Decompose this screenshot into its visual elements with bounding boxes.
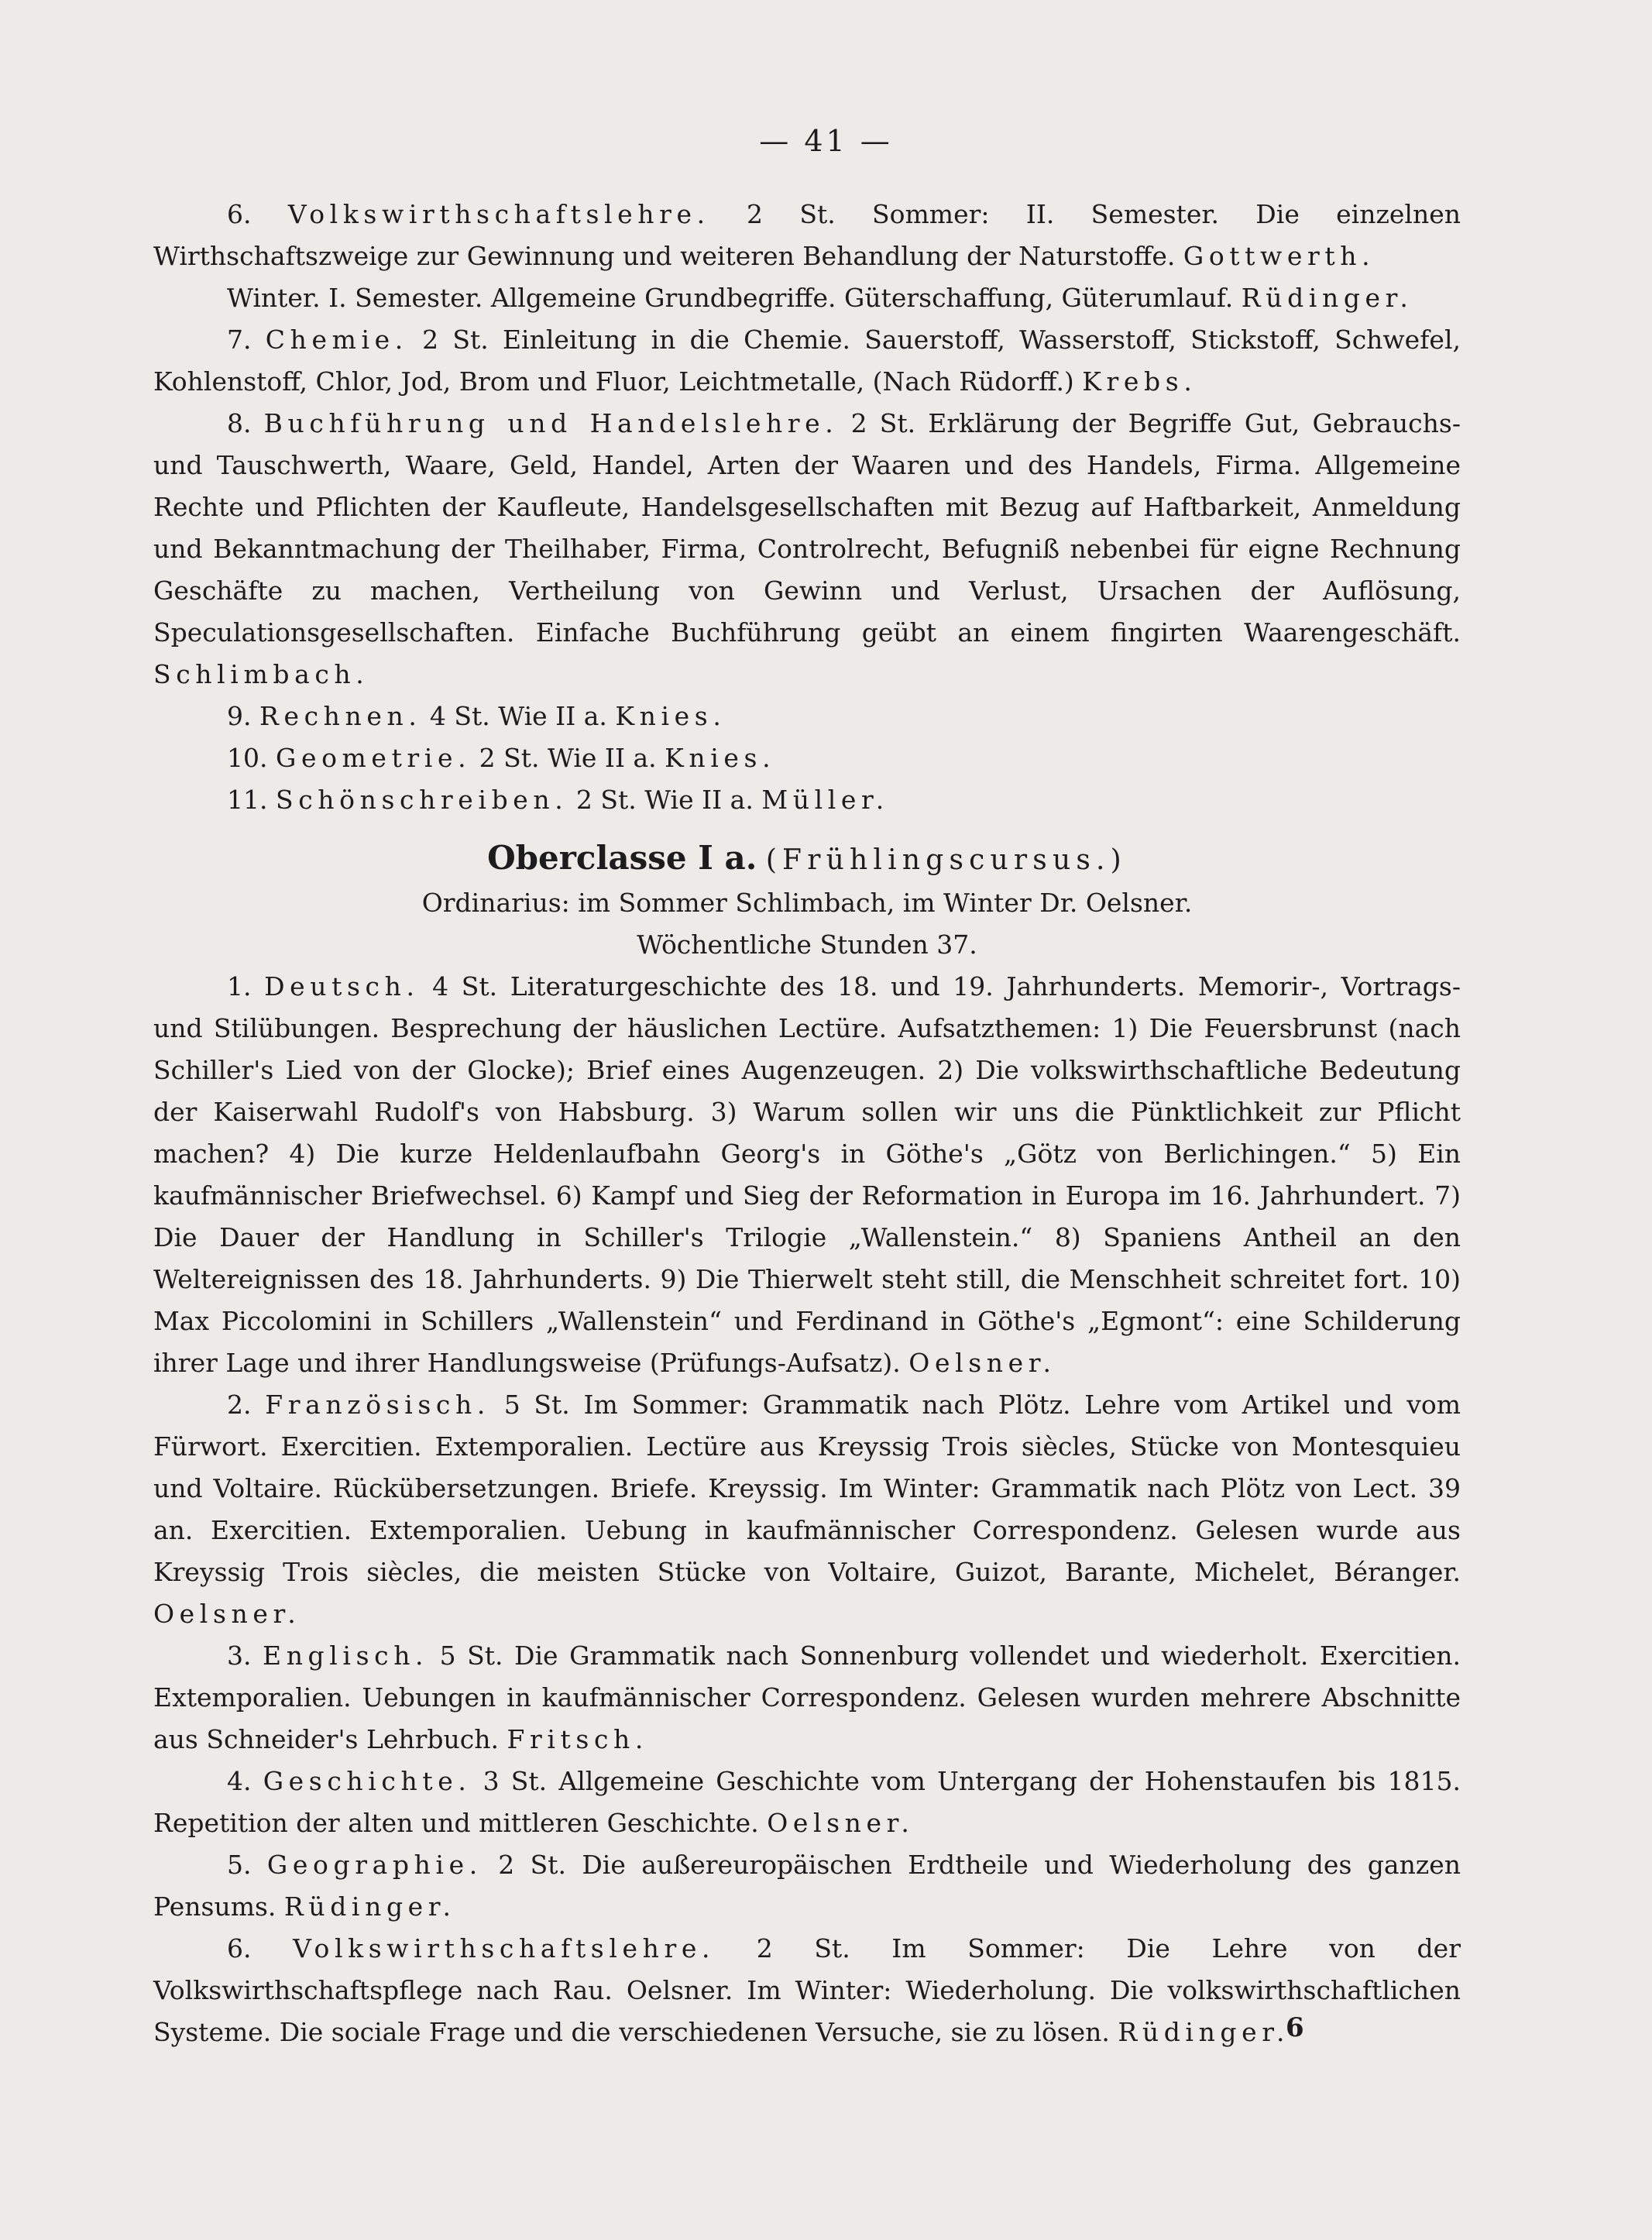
course-paragraph — [153, 696, 1461, 737]
subject-name: Englisch. — [263, 1640, 429, 1671]
course-paragraph — [153, 277, 1461, 319]
course-description: 2 St. Einleitung in die Chemie. Sauerstoff, Wasserstoff, Stickstoff, Schwefel, Kohlenstoff, Chlor, Jod, Brom und Fluor, Leichtmetalle, (Nach Rüdorff.) — [153, 325, 1461, 397]
course-paragraph — [153, 403, 1461, 696]
teacher-name: Rüdinger. — [283, 1891, 456, 1922]
teacher-name: Oelsner. — [767, 1808, 915, 1838]
page-number: — 41 — — [759, 124, 893, 158]
course-paragraph — [153, 1928, 1461, 2053]
teacher-name: Rüdinger. — [1118, 2017, 1290, 2047]
course-paragraph — [153, 1844, 1461, 1928]
teacher-name: Müller. — [761, 785, 889, 815]
subject-name: Geschichte. — [263, 1766, 472, 1796]
course-description: 2 St. Wie II a. — [471, 743, 665, 773]
teacher-name: Knies. — [665, 743, 776, 773]
course-description: 3 St. Allgemeine Geschichte vom Untergang der Hohenstaufen bis 1815. Repetition der alten und mittleren Geschichte. — [153, 1766, 1461, 1838]
section-title: Oberclasse I a. — [487, 839, 757, 877]
teacher-name: Oelsner. — [153, 1599, 301, 1629]
item-number: 4. — [227, 1766, 252, 1796]
item-number: 6. — [227, 1933, 252, 1963]
item-number: 10. — [227, 743, 268, 773]
course-paragraph — [153, 319, 1461, 403]
item-number: 8. — [227, 408, 252, 438]
teacher-name: Krebs. — [1082, 366, 1197, 397]
weekly-hours: Wöchentliche Stunden 37. — [637, 929, 977, 960]
course-paragraph — [153, 194, 1461, 277]
teacher-name: Rüdinger. — [1241, 283, 1413, 313]
item-number: 2. — [227, 1390, 252, 1420]
teacher-name: Gottwerth. — [1183, 241, 1376, 271]
subject-name: Volkswirthschaftslehre. — [293, 1933, 716, 1963]
course-description: 2 St. Sommer: II. Semester. Die einzelnen Wirthschaftszweige zur Gewinnung und weiteren Behandlung der Naturstoffe. — [153, 199, 1461, 271]
item-number: 3. — [227, 1640, 252, 1671]
subject-name: Geometrie. — [275, 743, 472, 773]
subject-name: Deutsch. — [264, 971, 420, 1001]
item-number: 7. — [227, 325, 252, 355]
item-number: 6. — [227, 199, 252, 229]
course-description: 5 St. Die Grammatik nach Sonnenburg vollendet und wiederholt. Exercitien. Extemporalien. Uebungen in kaufmännischer Correspondenz. Gelesen wurden mehrere Abschnitte aus Schneider's Lehrbuch. — [153, 1640, 1461, 1754]
ordinarius-line: Ordinarius: im Sommer Schlimbach, im Winter Dr. Oelsner. — [421, 888, 1193, 918]
course-description: 4 St. Wie II a. — [421, 701, 616, 731]
course-paragraph — [153, 1635, 1461, 1761]
subject-name: Schönschreiben. — [275, 785, 568, 815]
subject-name: Volkswirthschaftslehre. — [287, 199, 710, 229]
course-description: 5 St. Im Sommer: Grammatik nach Plötz. Lehre vom Artikel und vom Fürwort. Exercitien. Extemporalien. Lectüre aus Kreyssig Trois siècles, Stücke von Montesquieu und Voltaire. Rückübersetzungen. Briefe. Kreyssig. Im Winter: Grammatik nach Plötz von Lect. 39 an. Exercitien. Extemporalien. Uebung in kaufmännischer Correspondenz. Gelesen wurde aus Kreyssig Trois siècles, die meisten Stücke von Voltaire, Guizot, Barante, Michelet, Béranger. — [153, 1390, 1461, 1587]
course-paragraph — [153, 779, 1461, 821]
item-number: 11. — [227, 785, 268, 815]
item-number: 1. — [227, 971, 252, 1001]
course-paragraph — [153, 1761, 1461, 1844]
section-heading — [153, 837, 1461, 882]
teacher-name: Schlimbach. — [153, 659, 369, 689]
course-list-oberclasse — [153, 966, 1461, 2053]
course-paragraph — [153, 966, 1461, 1384]
subject-name: Französisch. — [265, 1390, 490, 1420]
course-list-upper — [153, 194, 1461, 821]
item-number: 9. — [227, 701, 252, 731]
subject-name: Geographie. — [266, 1850, 483, 1880]
body-text — [153, 194, 1461, 2053]
teacher-name: Oelsner. — [908, 1348, 1056, 1378]
teacher-name: Knies. — [615, 701, 726, 731]
course-description: 2 St. Die außereuropäischen Erdtheile und Wiederholung des ganzen Pensums. — [153, 1850, 1461, 1922]
teacher-name: Fritsch. — [507, 1724, 648, 1754]
course-description: 2 St. Wie II a. — [568, 785, 762, 815]
course-paragraph — [153, 1384, 1461, 1635]
subject-name: Rechnen. — [259, 701, 422, 731]
course-description: 2 St. Erklärung der Begriffe Gut, Gebrauchs- und Tauschwerth, Waare, Geld, Handel, Arten der Waaren und des Handels, Firma. Allgemeine Rechte und Pflichten der Kaufleute, Handelsgesellschaften mit Bezug auf Haftbarkeit, Anmeldung und Bekanntmachung der Theilhaber, Firma, Controlrecht, Befugniß nebenbei für eigne Rechnung Geschäfte zu machen, Vertheilung von Gewinn und Verlust, Ursachen der Auflösung, Speculationsgesellschaften. Einfache Buchführung geübt an einem fingirten Waarengeschäft. — [153, 408, 1461, 648]
course-description: Winter. I. Semester. Allgemeine Grundbegriffe. Güterschaffung, Güterumlauf. — [227, 283, 1242, 313]
item-number: 5. — [227, 1850, 252, 1880]
course-paragraph — [153, 737, 1461, 779]
subject-name: Buchführung und Handelslehre. — [263, 408, 839, 438]
signature-mark: 6 — [1286, 2012, 1304, 2043]
section-subtitle: (Frühlingscursus.) — [765, 844, 1127, 876]
subject-name: Chemie. — [265, 325, 408, 355]
course-description: 4 St. Literaturgeschichte des 18. und 19. Jahrhunderts. Memorir-, Vortrags- und Stilübungen. Besprechung der häuslichen Lectüre. Aufsatzthemen: 1) Die Feuersbrunst (nach Schiller's Lied von der Glocke); Brief eines Augenzeugen. 2) Die volkswirthschaftliche Bedeutung der Kaiserwahl Rudolf's von Habsburg. 3) Warum sollen wir uns die Pünktlichkeit zur Pflicht machen? 4) Die kurze Heldenlaufbahn Georg's in Göthe's „Götz von Berlichingen.“ 5) Ein kaufmännischer Briefwechsel. 6) Kampf und Sieg der Reformation in Europa im 16. Jahrhundert. 7) Die Dauer der Handlung in Schiller's Trilogie „Wallenstein.“ 8) Spaniens Antheil an den Weltereignissen des 18. Jahrhunderts. 9) Die Thierwelt steht still, die Menschheit schreitet fort. 10) Max Piccolomini in Schillers „Wallenstein“ und Ferdinand in Göthe's „Egmont“: eine Schilderung ihrer Lage und ihrer Handlungsweise (Prüfungs-Aufsatz). — [153, 971, 1461, 1378]
course-description: 2 St. Im Sommer: Die Lehre von der Volkswirthschaftspflege nach Rau. Oelsner. Im Winter: Wiederholung. Die volkswirthschaftlichen Systeme. Die sociale Frage und die verschiedenen Versuche, sie zu lösen. — [153, 1933, 1461, 2047]
